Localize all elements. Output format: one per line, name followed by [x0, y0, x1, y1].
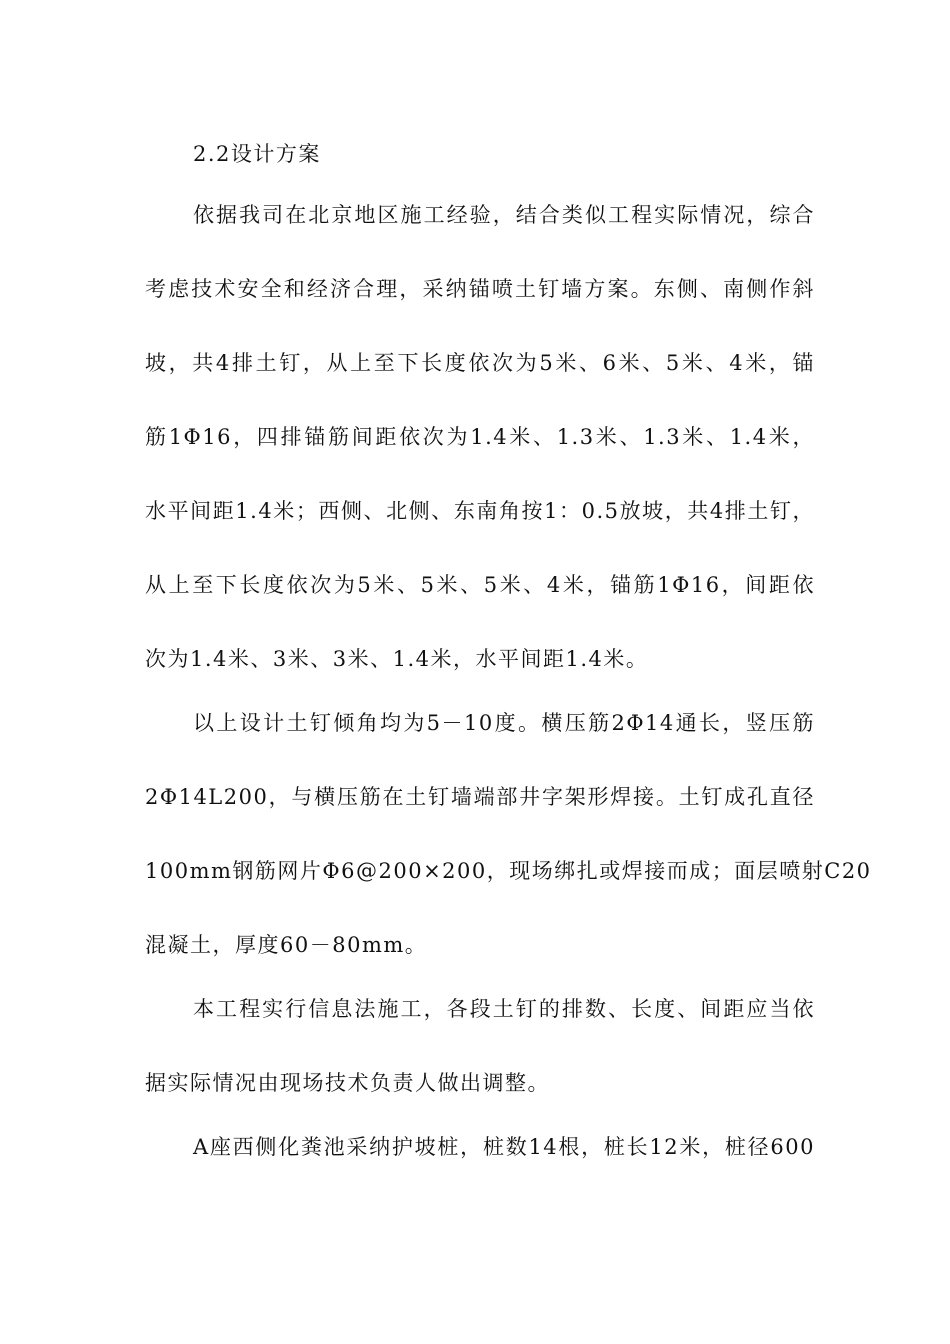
paragraph-line: 100mm钢筋网片Φ6@200×200，现场绑扎或焊接而成；面层喷射C20	[145, 859, 872, 883]
paragraph-line: 据实际情况由现场技术负责人做出调整。	[145, 1071, 550, 1095]
paragraph-line: 混凝土，厚度60－80mm。	[145, 933, 428, 957]
paragraph-line: 次为1.4米、3米、3米、1.4米，水平间距1.4米。	[145, 647, 649, 671]
paragraph-line: 依据我司在北京地区施工经验，结合类似工程实际情况，综合	[193, 203, 815, 227]
paragraph-line: 水平间距1.4米；西侧、北侧、东南角按1：0.5放坡，共4排土钉，	[145, 499, 815, 523]
paragraph-line: A座西侧化粪池采纳护坡桩，桩数14根，桩长12米，桩径600	[193, 1135, 815, 1159]
section-heading: 2.2设计方案	[193, 142, 321, 166]
paragraph-line: 本工程实行信息法施工，各段土钉的排数、长度、间距应当依	[193, 997, 815, 1021]
paragraph-line: 考虑技术安全和经济合理，采纳锚喷土钉墙方案。东侧、南侧作斜	[145, 277, 815, 301]
paragraph-line: 筋1Φ16，四排锚筋间距依次为1.4米、1.3米、1.3米、1.4米，	[145, 425, 815, 449]
paragraph-line: 坡，共4排土钉，从上至下长度依次为5米、6米、5米、4米，锚	[145, 351, 815, 375]
paragraph-line: 以上设计土钉倾角均为5－10度。横压筋2Φ14通长，竖压筋	[193, 711, 815, 735]
paragraph-line: 2Φ14L200，与横压筋在土钉墙端部井字架形焊接。土钉成孔直径	[145, 785, 815, 809]
paragraph-line: 从上至下长度依次为5米、5米、5米、4米，锚筋1Φ16，间距依	[145, 573, 815, 597]
